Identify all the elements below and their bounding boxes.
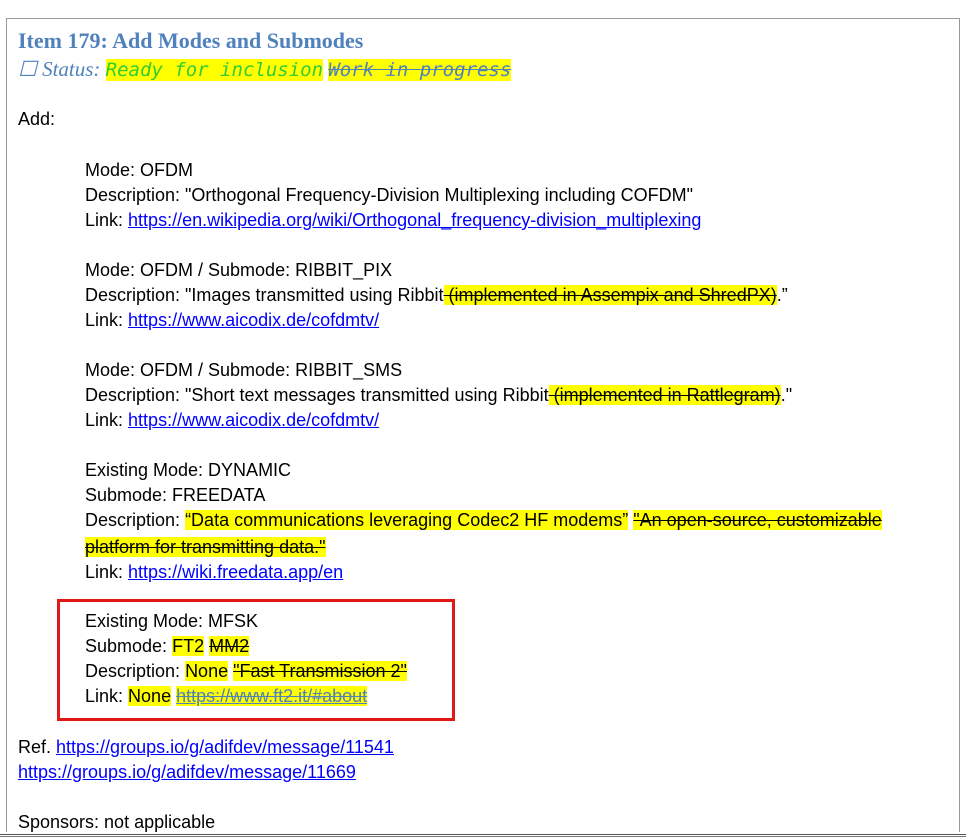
ofdm-link[interactable]: https://en.wikipedia.org/wiki/Orthogonal_frequency-division_multiplexing [128, 210, 702, 230]
ofdm-link-label: Link: [85, 210, 124, 230]
freedata-link-line [85, 561, 343, 583]
freedata-submode: Submode: FREEDATA [85, 485, 266, 505]
status-checkbox-icon: ☐ [18, 57, 37, 81]
ref-line-1 [18, 736, 394, 758]
ofdm-description: Description: "Orthogonal Frequency-Division Multiplexing including COFDM" [85, 185, 694, 205]
mfsk-submode-new: FT2 [172, 636, 205, 656]
ribbit-pix-mode: Mode: OFDM / Submode: RIBBIT_PIX [85, 260, 393, 280]
ribbit-pix-link[interactable]: https://www.aicodix.de/cofdmtv/ [128, 310, 380, 330]
freedata-description-cont [85, 536, 326, 558]
ref-line-2 [18, 761, 356, 783]
status-current: Ready for inclusion [105, 59, 324, 81]
ribbit-sms-desc-prefix: Description: "Short text messages transmitted using Ribbit [85, 385, 549, 405]
page-bottom-rule [0, 834, 966, 835]
mfsk-link-line [85, 685, 367, 707]
ribbit-sms-desc-suffix: ." [780, 385, 793, 405]
ofdm-link-line [85, 209, 701, 231]
mfsk-desc-label: Description: [85, 661, 181, 681]
mfsk-link-label: Link: [85, 686, 124, 706]
freedata-existing-mode: Existing Mode: DYNAMIC [85, 460, 292, 480]
freedata-desc-label: Description: [85, 510, 181, 530]
ribbit-sms-desc-struck: (implemented in Rattlegram) [548, 385, 781, 405]
sponsors-line: Sponsors: not applicable [18, 812, 216, 832]
mfsk-desc-struck: "Fast Transmission 2" [233, 661, 407, 681]
mfsk-link-new: None [128, 686, 172, 706]
ribbit-sms-link[interactable]: https://www.aicodix.de/cofdmtv/ [128, 410, 380, 430]
mfsk-submode-label: Submode: [85, 636, 168, 656]
ofdm-mode: Mode: OFDM [85, 160, 194, 180]
freedata-link[interactable]: https://wiki.freedata.app/en [128, 562, 344, 582]
status-struck: Work in progress [328, 59, 512, 81]
ribbit-pix-desc-struck: (implemented in Assempix and ShredPX) [443, 285, 777, 305]
mfsk-existing-mode: Existing Mode: MFSK [85, 611, 259, 631]
ref-label: Ref. [18, 737, 52, 757]
ref-link-1[interactable]: https://groups.io/g/adifdev/message/11541 [56, 737, 394, 757]
mfsk-submode-struck: MM2 [209, 636, 250, 656]
freedata-desc-struck-1: "An open-source, customizable [633, 510, 882, 530]
ribbit-sms-link-line [85, 409, 379, 431]
ribbit-pix-link-label: Link: [85, 310, 124, 330]
ribbit-sms-link-label: Link: [85, 410, 124, 430]
mfsk-description [85, 660, 407, 682]
mfsk-desc-new: None [185, 661, 229, 681]
mfsk-link-struck[interactable]: https://www.ft2.it/#about [176, 686, 368, 706]
status-line [18, 57, 511, 82]
freedata-link-label: Link: [85, 562, 124, 582]
ribbit-pix-link-line [85, 309, 379, 331]
status-label: Status: [42, 57, 101, 81]
page-bottom-rule-secondary [0, 836, 966, 837]
freedata-desc-new: “Data communications leveraging Codec2 HF modems” [185, 510, 629, 530]
freedata-description [85, 509, 882, 531]
item-title: Item 179: Add Modes and Submodes [18, 28, 364, 53]
ribbit-sms-description [85, 384, 792, 406]
ribbit-pix-desc-prefix: Description: "Images transmitted using Ribbit [85, 285, 444, 305]
ribbit-pix-description [85, 284, 788, 306]
ref-link-2[interactable]: https://groups.io/g/adifdev/message/11669 [18, 762, 356, 782]
ribbit-pix-desc-suffix: .” [776, 285, 788, 305]
mfsk-submode [85, 635, 249, 657]
add-label: Add: [18, 109, 56, 129]
ribbit-sms-mode: Mode: OFDM / Submode: RIBBIT_SMS [85, 360, 403, 380]
freedata-desc-struck-2: platform for transmitting data." [85, 537, 326, 557]
